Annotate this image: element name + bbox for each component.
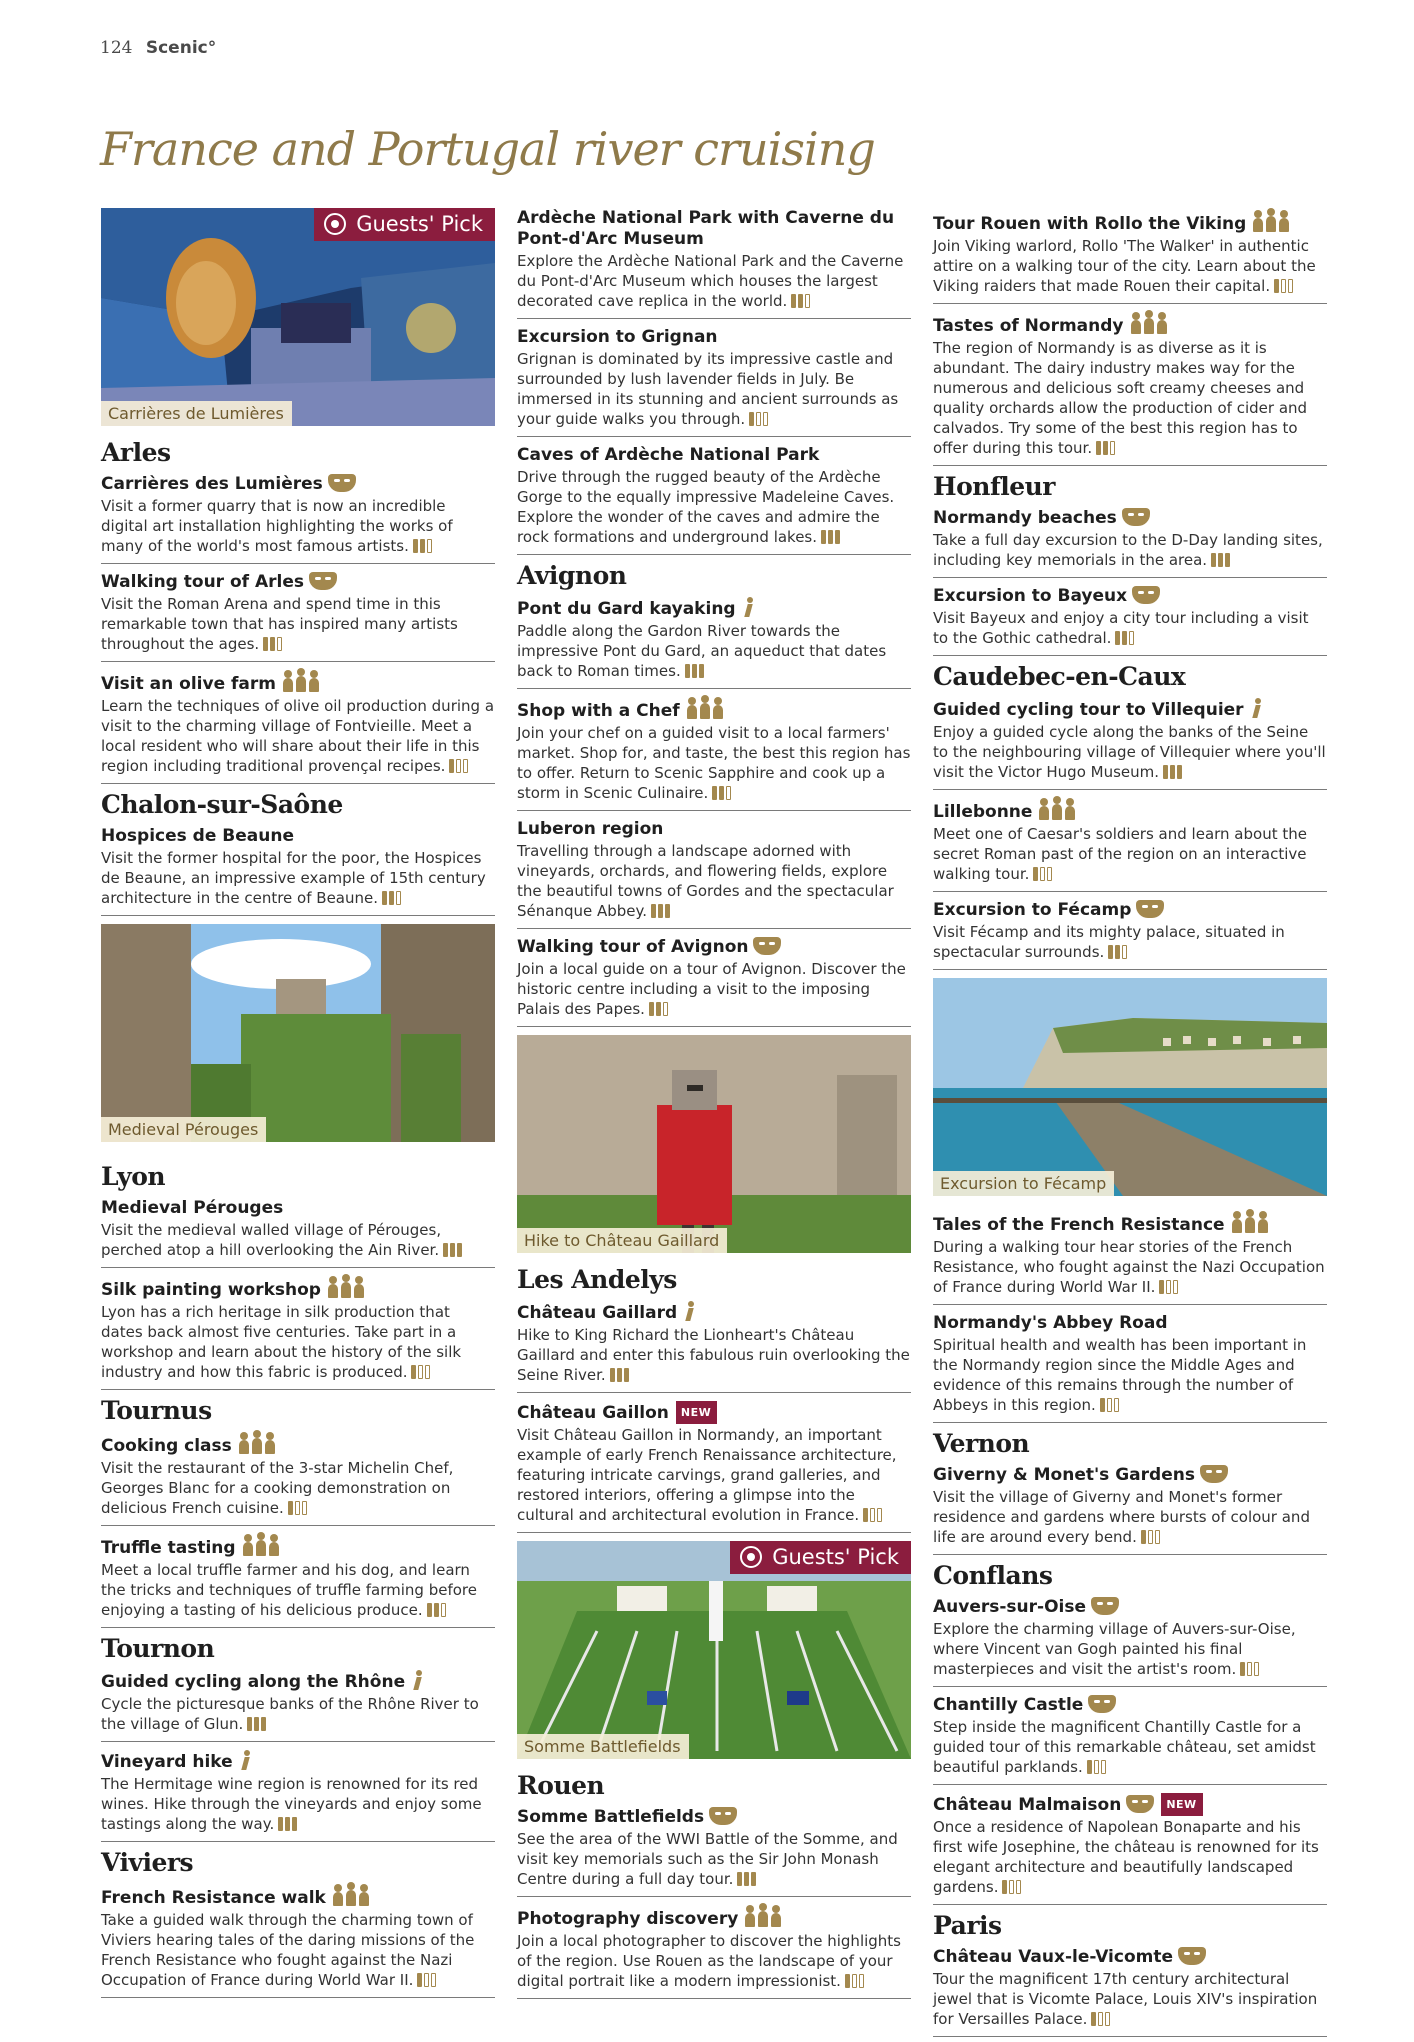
activity-level-icon (1240, 1661, 1261, 1681)
section-heading-avignon: Avignon (517, 561, 627, 590)
active-icon (410, 1670, 426, 1690)
new-badge: NEW (676, 1401, 717, 1424)
activity-level-icon (651, 903, 672, 923)
activity-item (101, 1667, 495, 1742)
activity-title: French Resistance walk (101, 1888, 326, 1908)
star-badge-icon (740, 1546, 762, 1568)
activity-description: Join a local guide on a tour of Avignon. Discover the historic centre including a visit to the imposing Palais des Papes. (517, 960, 906, 1018)
activity-level-icon (610, 1367, 631, 1387)
activity-title: Ardèche National Park with Caverne du Pont-d'Arc Museum (517, 208, 895, 249)
activity-level-icon (863, 1507, 884, 1527)
mask-icon (1126, 1795, 1154, 1813)
activity-title: Excursion to Grignan (517, 327, 718, 347)
activity-title: Luberon region (517, 819, 664, 839)
activity-level-icon (1002, 1879, 1023, 1899)
activity-level-icon (411, 1364, 432, 1384)
activity-level-icon (1100, 1397, 1121, 1417)
group-icon (1230, 1211, 1270, 1233)
photo-gaillard (517, 1035, 911, 1253)
activity-item (933, 208, 1327, 304)
activity-item (933, 1692, 1327, 1785)
activity-item (101, 1531, 495, 1628)
activity-title: Carrières des Lumières (101, 474, 323, 494)
activity-description: Join a local photographer to discover the highlights of the region. Use Rouen as the landscape of your digital portrait like a modern impressionist. (517, 1932, 902, 1990)
activity-level-icon (1115, 630, 1136, 650)
photo-caption: Hike to Château Gaillard (517, 1228, 727, 1253)
activity-title: Tastes of Normandy (933, 316, 1124, 336)
activity-item (933, 795, 1327, 892)
activity-title: Château Gaillard (517, 1303, 678, 1323)
activity-description: Visit Fécamp and its mighty palace, situated in spectacular surrounds. (933, 923, 1285, 961)
activity-item (933, 1208, 1327, 1305)
activity-item (517, 1298, 911, 1393)
activity-title: Somme Battlefields (517, 1807, 705, 1827)
activity-title: Normandy beaches (933, 508, 1117, 528)
activity-level-icon (247, 1716, 268, 1736)
mask-icon (709, 1807, 737, 1825)
activity-level-icon (1211, 552, 1232, 572)
activity-title: Guided cycling tour to Villequier (933, 700, 1244, 720)
activity-title: Cooking class (101, 1436, 232, 1456)
activity-level-icon (1033, 866, 1054, 886)
activity-description: Visit the restaurant of the 3-star Michelin Chef, Georges Blanc for a cooking demonstration on delicious French cuisine. (101, 1459, 454, 1517)
mask-icon (753, 937, 781, 955)
active-icon (682, 1301, 698, 1321)
active-icon (1249, 698, 1265, 718)
section-heading-lyon: Lyon (101, 1162, 166, 1191)
section-heading-arles: Arles (101, 438, 171, 467)
activity-item (101, 1195, 495, 1268)
activity-item (517, 1902, 911, 1999)
activity-item (933, 695, 1327, 790)
mask-icon (1136, 900, 1164, 918)
activity-item (101, 1881, 495, 1998)
activity-description: Visit the village of Giverny and Monet's former residence and gardens where bursts of colour and life are around every bend. (933, 1488, 1310, 1546)
activity-title: Silk painting workshop (101, 1280, 321, 1300)
activity-description: Visit the medieval walled village of Pérouges, perched atop a hill overlooking the Ain River. (101, 1221, 442, 1259)
mask-icon (1132, 586, 1160, 604)
activity-level-icon (1274, 278, 1295, 298)
guests-pick-label: Guests' Pick (356, 212, 483, 236)
section-heading-tournus: Tournus (101, 1396, 212, 1425)
gaillard-image (517, 1035, 911, 1253)
group-icon (1129, 312, 1169, 334)
page-number: 124 (100, 38, 133, 58)
mask-icon (1178, 1947, 1206, 1965)
activity-description: Hike to King Richard the Lionheart's Château Gaillard and enter this fabulous ruin overlooking the Seine River. (517, 1326, 910, 1384)
activity-item (517, 442, 911, 555)
activity-title: Truffle tasting (101, 1538, 236, 1558)
active-icon (741, 597, 757, 617)
photo-caption: Medieval Pérouges (101, 1117, 266, 1142)
activity-level-icon (382, 890, 403, 910)
perouges-image (101, 924, 495, 1142)
section-heading-chalon: Chalon-sur-Saône (101, 790, 343, 819)
activity-description: Drive through the rugged beauty of the Ardèche Gorge to the equally impressive Madeleine Caves. Explore the wonder of the caves and admire the rock formations and underground lakes. (517, 468, 895, 546)
activity-description: Grignan is dominated by its impressive castle and surrounded by lush lavender fields in July. Be immersed in its stunning and ancient surrounds as your guide walks you through. (517, 350, 899, 428)
activity-level-icon (685, 663, 706, 683)
section-heading-caudebec: Caudebec-en-Caux (933, 662, 1186, 691)
activity-description: Visit a former quarry that is now an incredible digital art installation highlighting the works of many of the world's most famous artists. (101, 497, 453, 555)
activity-item (517, 1804, 911, 1897)
activity-description: The Hermitage wine region is renowned for its red wines. Hike through the vineyards and enjoy some tastings along the way. (101, 1775, 482, 1833)
activity-item (517, 594, 911, 689)
photo-perouges (101, 924, 495, 1142)
activity-item (101, 1429, 495, 1526)
activity-level-icon (263, 636, 284, 656)
activity-level-icon (821, 529, 842, 549)
group-icon (743, 1905, 783, 1927)
group-icon (1251, 210, 1291, 232)
activity-item (933, 1594, 1327, 1687)
activity-title: Excursion to Bayeux (933, 586, 1128, 606)
activity-level-icon (417, 1972, 438, 1992)
activity-description: Learn the techniques of olive oil production during a visit to the charming village of Fontvieille. Meet a local resident who will share about their life in this region including traditional provençal recipes. (101, 697, 495, 775)
activity-description: Lyon has a rich heritage in silk production that dates back almost five centuries. Take part in a workshop and learn about the history of the silk industry and how this fabric is produced. (101, 1303, 462, 1381)
activity-level-icon (443, 1242, 464, 1262)
activity-item (933, 309, 1327, 466)
activity-description: Visit Château Gaillon in Normandy, an important example of early French Renaissance architecture, featuring intricate carvings, grand galleries, and restored interiors, offering a glimpse into the cultural and architectural evolution in France. (517, 1426, 897, 1524)
photo-caption: Carrières de Lumières (101, 401, 292, 426)
activity-description: During a walking tour hear stories of the French Resistance, who fought against the Nazi Occupation of France during World War II. (933, 1238, 1325, 1296)
brand-logo: Scenic° (145, 38, 217, 58)
activity-title: Caves of Ardèche National Park (517, 445, 820, 465)
activity-item (101, 667, 495, 784)
section-heading-tournon: Tournon (101, 1634, 215, 1663)
activity-item (933, 897, 1327, 970)
page-title: France and Portugal river cruising (100, 122, 875, 176)
activity-level-icon (1108, 944, 1129, 964)
activity-level-icon (649, 1001, 670, 1021)
activity-description: Once a residence of Napolean Bonaparte and his first wife Josephine, the château is renowned for its elegant architecture and beautifully landscaped gardens. (933, 1818, 1319, 1896)
activity-level-icon (278, 1816, 299, 1836)
mask-icon (309, 572, 337, 590)
activity-title: Château Malmaison (933, 1795, 1122, 1815)
section-heading-viviers: Viviers (101, 1848, 194, 1877)
activity-item (517, 324, 911, 437)
activity-title: Shop with a Chef (517, 701, 680, 721)
activity-description: Meet a local truffle farmer and his dog, and learn the tricks and techniques of truffle farming before enjoying a tasting of his delicious produce. (101, 1561, 477, 1619)
section-heading-rouen: Rouen (517, 1771, 605, 1800)
activity-title: Pont du Gard kayaking (517, 599, 736, 619)
activity-title: Giverny & Monet's Gardens (933, 1465, 1195, 1485)
activity-title: Auvers-sur-Oise (933, 1597, 1087, 1617)
column-middle (517, 208, 911, 2004)
activity-item (933, 583, 1327, 656)
activity-item (101, 1273, 495, 1390)
activity-level-icon (449, 758, 470, 778)
activity-item (517, 208, 911, 319)
section-heading-paris: Paris (933, 1911, 1002, 1940)
activity-title: Tour Rouen with Rollo the Viking (933, 214, 1247, 234)
activity-title: Château Vaux-le-Vicomte (933, 1947, 1174, 1967)
activity-item (933, 1310, 1327, 1423)
fecamp-image (933, 978, 1327, 1196)
activity-description: Spiritual health and wealth has been important in the Normandy region since the Middle Ages and evidence of this remains through the number of Abbeys in this region. (933, 1336, 1307, 1414)
activity-item (101, 1747, 495, 1842)
activity-item (933, 1462, 1327, 1555)
column-right (933, 208, 1327, 2042)
activity-item (933, 1944, 1327, 2037)
photo-caption: Somme Battlefields (517, 1734, 689, 1759)
activity-description: Cycle the picturesque banks of the Rhône River to the village of Glun. (101, 1695, 479, 1733)
activity-item (101, 471, 495, 564)
activity-title: Photography discovery (517, 1909, 739, 1929)
activity-item (517, 816, 911, 929)
group-icon (331, 1884, 371, 1906)
activity-level-icon (749, 411, 770, 431)
activity-description: Enjoy a guided cycle along the banks of the Seine to the neighbouring village of Villequier where you'll visit the Victor Hugo Museum. (933, 723, 1326, 781)
activity-description: See the area of the WWI Battle of the Somme, and visit key memorials such as the Sir John Monash Centre during a full day tour. (517, 1830, 898, 1888)
activity-description: Join your chef on a guided visit to a local farmers' market. Shop for, and taste, the best this region has to offer. Return to Scenic Sapphire and cook up a storm in Scenic Culinaire. (517, 724, 911, 802)
page-header (100, 38, 216, 58)
activity-description: Meet one of Caesar's soldiers and learn about the secret Roman past of the region on an interactive walking tour. (933, 825, 1307, 883)
activity-level-icon (1163, 764, 1184, 784)
photo-carrieres (101, 208, 495, 426)
activity-title: Hospices de Beaune (101, 826, 294, 846)
activity-description: Explore the charming village of Auvers-sur-Oise, where Vincent van Gogh painted his final masterpieces and visit the artist's room. (933, 1620, 1296, 1678)
activity-title: Visit an olive farm (101, 674, 276, 694)
activity-description: Step inside the magnificent Chantilly Castle for a guided tour of this remarkable château, set amidst beautiful parklands. (933, 1718, 1316, 1776)
activity-item (933, 505, 1327, 578)
group-icon (281, 670, 321, 692)
activity-level-icon (791, 293, 812, 313)
activity-title: Vineyard hike (101, 1752, 233, 1772)
activity-description: Visit Bayeux and enjoy a city tour including a visit to the Gothic cathedral. (933, 609, 1309, 647)
section-heading-andelys: Les Andelys (517, 1265, 677, 1294)
photo-somme (517, 1541, 911, 1759)
activity-item (517, 934, 911, 1027)
photo-fecamp (933, 978, 1327, 1196)
activity-item (101, 823, 495, 916)
activity-title: Normandy's Abbey Road (933, 1313, 1168, 1333)
activity-level-icon (1087, 1759, 1108, 1779)
activity-description: The region of Normandy is as diverse as it is abundant. The dairy industry makes way for the numerous and delicious soft creamy cheeses and quality orchards allow the production of cider and calvados. Try some of the best this region has to offer during this tour. (933, 339, 1308, 457)
guests-pick-label: Guests' Pick (772, 1545, 899, 1569)
guests-pick-badge (730, 1541, 911, 1574)
activity-description: Explore the Ardèche National Park and the Caverne du Pont-d'Arc Museum which houses the largest decorated cave replica in the world. (517, 252, 904, 310)
star-badge-icon (324, 213, 346, 235)
mask-icon (1200, 1465, 1228, 1483)
group-icon (241, 1534, 281, 1556)
group-icon (685, 697, 725, 719)
section-heading-conflans: Conflans (933, 1561, 1053, 1590)
photo-caption: Excursion to Fécamp (933, 1171, 1114, 1196)
activity-description: Visit the former hospital for the poor, the Hospices de Beaune, an impressive example of 15th century architecture in the centre of Beaune. (101, 849, 486, 907)
group-icon (1037, 798, 1077, 820)
mask-icon (1091, 1597, 1119, 1615)
activity-description: Join Viking warlord, Rollo 'The Walker' in authentic attire on a walking tour of the city. Learn about the Viking raiders that made Rouen their capital. (933, 237, 1316, 295)
activity-level-icon (1096, 440, 1117, 460)
section-heading-vernon: Vernon (933, 1429, 1030, 1458)
activity-level-icon (845, 1973, 866, 1993)
column-left (101, 208, 495, 2003)
new-badge: NEW (1161, 1793, 1202, 1816)
activity-title: Chantilly Castle (933, 1695, 1084, 1715)
activity-level-icon (1141, 1529, 1162, 1549)
mask-icon (328, 474, 356, 492)
activity-item (933, 1790, 1327, 1905)
active-icon (238, 1750, 254, 1770)
activity-title: Lillebonne (933, 802, 1033, 822)
activity-item (517, 694, 911, 811)
activity-description: Take a full day excursion to the D-Day landing sites, including key memorials in the area. (933, 531, 1323, 569)
activity-title: Walking tour of Avignon (517, 937, 749, 957)
activity-item (517, 1398, 911, 1533)
activity-description: Travelling through a landscape adorned with vineyards, orchards, and flowering fields, explore the beautiful towns of Gordes and the spectacular Sénanque Abbey. (517, 842, 894, 920)
activity-level-icon (737, 1871, 758, 1891)
mask-icon (1122, 508, 1150, 526)
activity-item (101, 569, 495, 662)
activity-level-icon (427, 1602, 448, 1622)
mask-icon (1088, 1695, 1116, 1713)
activity-title: Guided cycling along the Rhône (101, 1672, 406, 1692)
group-icon (237, 1432, 277, 1454)
activity-title: Excursion to Fécamp (933, 900, 1132, 920)
activity-description: Paddle along the Gardon River towards the impressive Pont du Gard, an aqueduct that dates back to Roman times. (517, 622, 887, 680)
activity-level-icon (288, 1500, 309, 1520)
activity-title: Walking tour of Arles (101, 572, 304, 592)
activity-level-icon (413, 538, 434, 558)
guests-pick-badge (314, 208, 495, 241)
activity-title: Château Gaillon (517, 1403, 669, 1423)
activity-level-icon (1091, 2011, 1112, 2031)
section-heading-honfleur: Honfleur (933, 472, 1055, 501)
activity-description: Visit the Roman Arena and spend time in this remarkable town that has inspired many artists throughout the ages. (101, 595, 458, 653)
activity-description: Tour the magnificent 17th century architectural jewel that is Vicomte Palace, Louis XIV's inspiration for Versailles Palace. (933, 1970, 1318, 2028)
activity-level-icon (1159, 1279, 1180, 1299)
activity-title: Tales of the French Resistance (933, 1215, 1225, 1235)
group-icon (326, 1276, 366, 1298)
activity-level-icon (712, 785, 733, 805)
activity-description: Take a guided walk through the charming town of Viviers hearing tales of the daring missions of the French Resistance who fought against the Nazi Occupation of France during World War II. (101, 1911, 475, 1989)
activity-title: Medieval Pérouges (101, 1198, 284, 1218)
